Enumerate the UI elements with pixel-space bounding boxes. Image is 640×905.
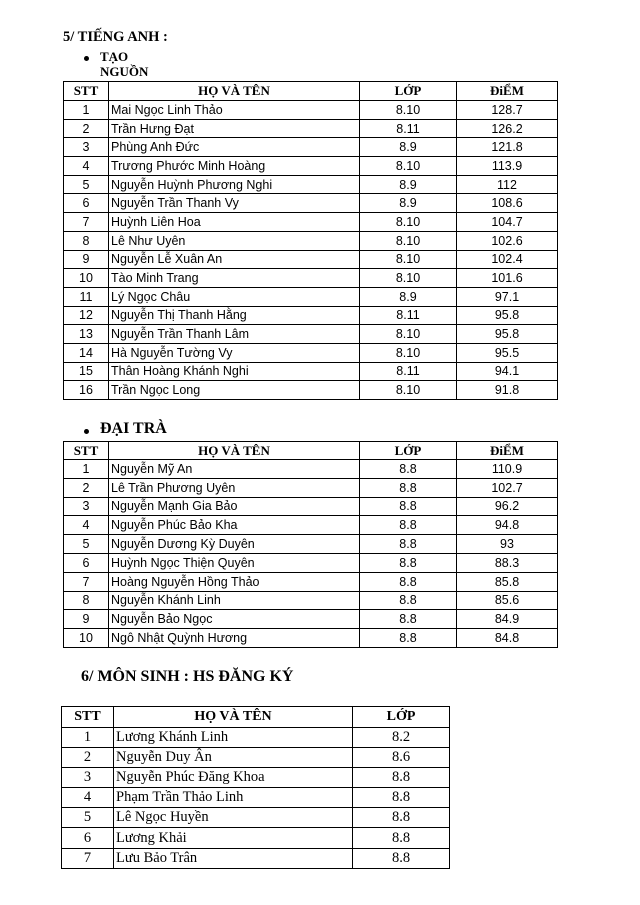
table-row (64, 175, 558, 194)
cell-name: Nguyễn Mạnh Gia Bảo (109, 497, 360, 516)
cell-score: 85.8 (457, 572, 558, 591)
cell-stt: 3 (64, 138, 109, 157)
cell-name: Huỳnh Ngọc Thiện Quyên (109, 553, 360, 572)
table-row (62, 828, 450, 848)
cell-score: 110.9 (457, 460, 558, 479)
cell-score: 97.1 (457, 287, 558, 306)
table-row (62, 728, 450, 748)
cell-score: 93 (457, 535, 558, 554)
table-row (64, 194, 558, 213)
section-title-english: 5/ TIẾNG ANH : (63, 29, 168, 45)
cell-stt: 5 (64, 175, 109, 194)
cell-name: Nguyễn Phúc Bảo Kha (109, 516, 360, 535)
cell-name: Lương Khánh Linh (114, 728, 353, 748)
cell-name: Lưu Bảo Trân (114, 848, 353, 868)
table-row (64, 119, 558, 138)
header-name: HỌ VÀ TÊN (109, 82, 360, 101)
table-english-dai-tra (63, 441, 558, 648)
table-row (64, 497, 558, 516)
cell-stt: 3 (64, 497, 109, 516)
cell-class: 8.10 (360, 101, 457, 120)
cell-name: Nguyễn Duy Ân (114, 748, 353, 768)
cell-stt: 4 (64, 516, 109, 535)
cell-score: 128.7 (457, 101, 558, 120)
cell-score: 102.7 (457, 478, 558, 497)
cell-name: Phùng Anh Đức (109, 138, 360, 157)
cell-name: Nguyễn Khánh Linh (109, 591, 360, 610)
cell-name: Nguyễn Lễ Xuân An (109, 250, 360, 269)
cell-stt: 3 (62, 768, 114, 788)
cell-class: 8.11 (360, 306, 457, 325)
cell-name: Trần Hưng Đạt (109, 119, 360, 138)
header-class: LỚP (353, 707, 450, 728)
cell-name: Hoàng Nguyễn Hồng Thảo (109, 572, 360, 591)
cell-class: 8.9 (360, 138, 457, 157)
table-row (62, 748, 450, 768)
cell-name: Phạm Trần Thảo Linh (114, 788, 353, 808)
header-name: HỌ VÀ TÊN (109, 442, 360, 460)
header-stt: STT (64, 82, 109, 101)
header-class: LỚP (360, 442, 457, 460)
cell-class: 8.8 (353, 828, 450, 848)
table-row (64, 362, 558, 381)
cell-class: 8.8 (360, 460, 457, 479)
cell-class: 8.8 (360, 535, 457, 554)
bullet-icon (84, 56, 89, 61)
cell-stt: 12 (64, 306, 109, 325)
cell-score: 101.6 (457, 269, 558, 288)
cell-score: 94.8 (457, 516, 558, 535)
cell-stt: 5 (64, 535, 109, 554)
cell-class: 8.8 (353, 848, 450, 868)
cell-score: 108.6 (457, 194, 558, 213)
cell-score: 112 (457, 175, 558, 194)
cell-name: Mai Ngọc Linh Thảo (109, 101, 360, 120)
group-label-tao-nguon-1: TẠO (100, 49, 129, 64)
table-row (64, 306, 558, 325)
cell-stt: 13 (64, 325, 109, 344)
cell-name: Nguyễn Mỹ An (109, 460, 360, 479)
cell-class: 8.8 (360, 516, 457, 535)
table-row (64, 516, 558, 535)
cell-name: Trần Ngọc Long (109, 381, 360, 400)
cell-class: 8.8 (360, 478, 457, 497)
cell-score: 91.8 (457, 381, 558, 400)
cell-class: 8.8 (360, 497, 457, 516)
table-row (64, 629, 558, 648)
cell-name: Trương Phước Minh Hoàng (109, 157, 360, 176)
cell-score: 95.8 (457, 325, 558, 344)
cell-score: 95.5 (457, 343, 558, 362)
cell-class: 8.10 (360, 325, 457, 344)
table-row (64, 343, 558, 362)
cell-class: 8.10 (360, 231, 457, 250)
cell-score: 84.8 (457, 629, 558, 648)
cell-stt: 1 (64, 101, 109, 120)
cell-name: Lương Khải (114, 828, 353, 848)
cell-stt: 1 (64, 460, 109, 479)
cell-stt: 14 (64, 343, 109, 362)
cell-class: 8.8 (353, 808, 450, 828)
table-biology (61, 706, 450, 869)
cell-stt: 11 (64, 287, 109, 306)
table-row (62, 848, 450, 868)
cell-stt: 2 (64, 478, 109, 497)
cell-stt: 2 (64, 119, 109, 138)
cell-stt: 9 (64, 610, 109, 629)
cell-score: 104.7 (457, 213, 558, 232)
cell-class: 8.8 (360, 591, 457, 610)
cell-name: Huỳnh Liên Hoa (109, 213, 360, 232)
cell-name: Nguyễn Thị Thanh Hằng (109, 306, 360, 325)
table-row (64, 325, 558, 344)
cell-stt: 10 (64, 269, 109, 288)
cell-score: 126.2 (457, 119, 558, 138)
cell-name: Nguyễn Phúc Đăng Khoa (114, 768, 353, 788)
table-row (64, 213, 558, 232)
cell-stt: 8 (64, 231, 109, 250)
cell-stt: 7 (64, 572, 109, 591)
table-row (64, 101, 558, 120)
header-score: ĐiỂM (457, 82, 558, 101)
cell-stt: 15 (64, 362, 109, 381)
section-title-biology: 6/ MÔN SINH : HS ĐĂNG KÝ (81, 668, 294, 685)
cell-name: Lê Trần Phương Uyên (109, 478, 360, 497)
cell-class: 8.11 (360, 119, 457, 138)
cell-name: Thân Hoàng Khánh Nghi (109, 362, 360, 381)
table-row (64, 269, 558, 288)
cell-class: 8.11 (360, 362, 457, 381)
cell-stt: 6 (62, 828, 114, 848)
header-class: LỚP (360, 82, 457, 101)
table-row (64, 535, 558, 554)
cell-name: Lê Như Uyên (109, 231, 360, 250)
header-stt: STT (62, 707, 114, 728)
cell-stt: 6 (64, 194, 109, 213)
cell-name: Ngô Nhật Quỳnh Hương (109, 629, 360, 648)
cell-stt: 7 (62, 848, 114, 868)
table-row (64, 553, 558, 572)
cell-class: 8.8 (353, 788, 450, 808)
cell-stt: 5 (62, 808, 114, 828)
cell-class: 8.10 (360, 250, 457, 269)
header-score: ĐiỂM (457, 442, 558, 460)
table-row (64, 138, 558, 157)
table-row (64, 381, 558, 400)
cell-stt: 4 (64, 157, 109, 176)
cell-class: 8.10 (360, 381, 457, 400)
table-row (64, 460, 558, 479)
header-name: HỌ VÀ TÊN (114, 707, 353, 728)
cell-name: Hà Nguyễn Tường Vy (109, 343, 360, 362)
cell-class: 8.8 (360, 610, 457, 629)
table-row (62, 768, 450, 788)
cell-score: 121.8 (457, 138, 558, 157)
cell-name: Nguyễn Trần Thanh Vy (109, 194, 360, 213)
table-row (62, 808, 450, 828)
table-row (64, 478, 558, 497)
cell-class: 8.10 (360, 213, 457, 232)
cell-score: 96.2 (457, 497, 558, 516)
table-row (62, 788, 450, 808)
group-label-tao-nguon-2: NGUỒN (100, 64, 149, 79)
cell-class: 8.8 (360, 572, 457, 591)
cell-score: 102.6 (457, 231, 558, 250)
table-row (64, 610, 558, 629)
cell-stt: 1 (62, 728, 114, 748)
cell-stt: 2 (62, 748, 114, 768)
cell-class: 8.10 (360, 157, 457, 176)
cell-class: 8.8 (360, 553, 457, 572)
cell-name: Nguyễn Huỳnh Phương Nghi (109, 175, 360, 194)
cell-name: Nguyễn Trần Thanh Lâm (109, 325, 360, 344)
cell-class: 8.8 (353, 768, 450, 788)
cell-class: 8.10 (360, 269, 457, 288)
cell-class: 8.6 (353, 748, 450, 768)
cell-class: 8.10 (360, 343, 457, 362)
cell-class: 8.9 (360, 287, 457, 306)
group-label-dai-tra: ĐẠI TRÀ (100, 420, 167, 437)
cell-class: 8.9 (360, 194, 457, 213)
cell-score: 88.3 (457, 553, 558, 572)
table-row (64, 572, 558, 591)
cell-name: Nguyễn Dương Kỳ Duyên (109, 535, 360, 554)
cell-score: 84.9 (457, 610, 558, 629)
cell-score: 94.1 (457, 362, 558, 381)
cell-name: Lý Ngọc Châu (109, 287, 360, 306)
cell-stt: 4 (62, 788, 114, 808)
cell-name: Lê Ngọc Huyền (114, 808, 353, 828)
table-row (64, 157, 558, 176)
table-row (64, 591, 558, 610)
cell-stt: 9 (64, 250, 109, 269)
cell-score: 113.9 (457, 157, 558, 176)
table-row (64, 250, 558, 269)
header-stt: STT (64, 442, 109, 460)
cell-class: 8.9 (360, 175, 457, 194)
cell-stt: 16 (64, 381, 109, 400)
table-row (64, 231, 558, 250)
cell-name: Nguyễn Bảo Ngọc (109, 610, 360, 629)
cell-stt: 8 (64, 591, 109, 610)
cell-score: 102.4 (457, 250, 558, 269)
cell-name: Tào Minh Trang (109, 269, 360, 288)
cell-stt: 7 (64, 213, 109, 232)
table-row (64, 287, 558, 306)
cell-stt: 10 (64, 629, 109, 648)
table-english-tao-nguon (63, 81, 558, 400)
cell-class: 8.8 (360, 629, 457, 648)
cell-score: 85.6 (457, 591, 558, 610)
cell-stt: 6 (64, 553, 109, 572)
cell-class: 8.2 (353, 728, 450, 748)
cell-score: 95.8 (457, 306, 558, 325)
bullet-icon (84, 429, 89, 434)
